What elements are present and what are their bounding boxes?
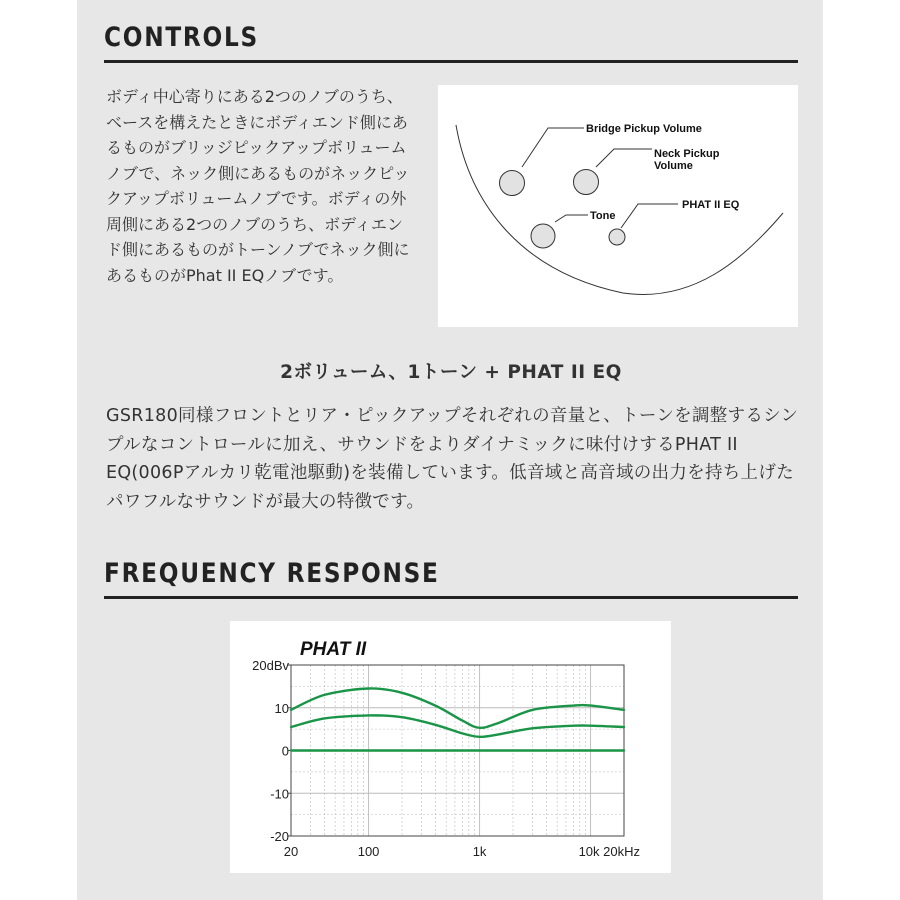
frequency-response-chart — [230, 621, 671, 873]
controls-subtitle: 2ボリューム、1トーン + PHAT II EQ — [280, 362, 622, 383]
y-tick-label: -10 — [270, 786, 289, 802]
frequency-chart-svg — [230, 621, 671, 873]
y-tick-label: -20 — [270, 829, 289, 844]
tone-knob — [531, 224, 555, 248]
neck-volume-label-line1: Neck Pickup — [654, 148, 720, 160]
chart-title: PHAT II — [300, 639, 367, 660]
neck-leader-line — [596, 149, 652, 167]
controls-divider — [104, 60, 798, 63]
controls-intro-text: ボディ中心寄りにある2つのノブのうち、ベースを構えたときにボディエンド側にあるものがブリッジピックアップボリュームノブで、ネック側にあるものがネックピックアップボリュームノブです。ボディの外周側にある2つのノブのうち、ボディエンド側にあるものがトーンノブでネック側にあるものがPhat II EQノブです。 — [106, 87, 410, 285]
x-tick-label: 100 — [357, 844, 380, 859]
controls-description: GSR180同様フロントとリア・ピックアップそれぞれの音量と、トーンを調整するシンプルなコントロールに加え、サウンドをよりダイナミックに味付けするPHAT II EQ(006Pアルカリ乾電池駆動)を装備しています。低音域と高音域の出力を持ち上げたパワフルなサウンドが最大の特徴です。 — [106, 406, 799, 512]
neck-volume-knob — [574, 170, 599, 195]
tone-label: Tone — [590, 210, 616, 222]
y-tick-label: 10 — [274, 700, 289, 716]
frequency-divider — [104, 596, 798, 599]
controls-heading: CONTROLS — [104, 22, 259, 53]
knob-layout-diagram — [438, 85, 798, 327]
x-tick-label: 20 — [283, 844, 299, 859]
y-tick-label: 0 — [281, 743, 289, 759]
phat-eq-knob — [609, 229, 625, 245]
bridge-volume-knob — [500, 171, 525, 196]
y-tick-label: 20dBv — [252, 658, 289, 673]
frequency-heading: FREQUENCY RESPONSE — [104, 558, 440, 589]
neck-volume-label-line2: Volume — [654, 160, 693, 172]
x-tick-label: 1k — [472, 844, 487, 859]
tone-leader-line — [555, 215, 588, 222]
x-tick-label: 10k 20kHz — [578, 844, 641, 859]
bridge-volume-label: Bridge Pickup Volume — [586, 123, 702, 135]
bridge-leader-line — [522, 128, 584, 167]
phat-eq-label: PHAT II EQ — [682, 199, 740, 211]
knob-diagram-svg — [438, 85, 798, 327]
phat-leader-line — [621, 204, 678, 228]
